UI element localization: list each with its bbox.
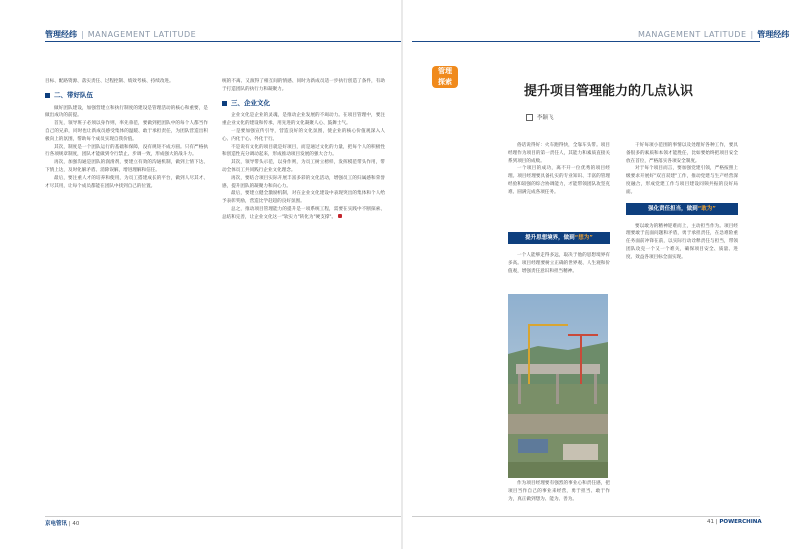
paragraph: 干好每项小范围的事情以及处理好各种工作，要具备很多的素质和本领才能胜任，比如要始终把项目安全放在首位，严格落实各项安全制度。: [626, 143, 738, 164]
paragraph: 其次，领导带头示范，以身作则，为员工树立榜样，发挥模范带头作用，带动全体员工共同践行企业文化理念。: [222, 160, 385, 173]
paragraph: 一是要加强宣传引导，营造良好的文化氛围，使企业的核心价值观深入人心、内化于心、外化于行。: [222, 128, 385, 142]
left-header-rule: [45, 41, 401, 42]
right-column-3-bottom: [508, 480, 610, 514]
article-title: 提升项目管理能力的几点认识: [524, 84, 694, 99]
article-category-tag: 管理 探索: [432, 66, 458, 88]
article-author: 李颖飞: [526, 113, 554, 121]
paragraph: 再次，要结合项目实际开展丰富多彩的文化活动，增强员工的归属感和荣誉感，提升团队的凝聚力和向心力。: [222, 175, 385, 189]
paragraph: 作为项目经理要有强烈的事业心和责任感，把项目当作自己的事业来经营，勇于担当、敢于作为，真正做到想为、能为、善为。: [508, 481, 610, 502]
col1-top-text: 目标、配路资源、落实责任、过程控制、绩效考核、持续改进。: [45, 79, 174, 84]
right-footer-brand: POWERCHINA: [719, 519, 762, 525]
subheading-banner-2: 强化责任担当，做到“敢为”: [626, 203, 738, 215]
left-section-sub: MANAGEMENT LATITUDE: [87, 30, 197, 39]
right-section-sub: MANAGEMENT LATITUDE: [638, 30, 747, 39]
paragraph: 最后，要注重人才的培养和使用，为员工搭建成长的平台，做到人尽其才、才尽其用，让每个成员都能在团队中找到自己的位置。: [45, 175, 208, 189]
right-running-header: MANAGEMENT LATITUDE | 管理经纬: [638, 30, 790, 39]
section-square-icon: [45, 93, 50, 98]
paragraph: 总之，推动项目管理能力的提升是一项系统工程，需要在实践中不断探索、总结和完善，让企业文化这一"软实力"转化为"硬支撑"。: [222, 206, 385, 220]
left-footer: 京电管讯 | 40: [45, 521, 80, 527]
paragraph: 不是说有文化的项目就是好项目，而是通过文化的力量，把每个人的积极性和创造性充分调动起来，形成推动项目发展的强大合力。: [222, 144, 385, 158]
left-running-header: 管理经纬 | MANAGEMENT LATITUDE: [45, 30, 197, 39]
left-column-1: [45, 78, 208, 510]
construction-site-photo: [508, 294, 608, 478]
paragraph: 要以敢为的精神迎难而上，主动担当作为。项目经理要敢于直面问题和矛盾，勇于承担责任，在急难险重任务面前冲锋在前，以实际行动诠释责任与担当，带领团队攻克一个又一个难关，确保项目安全、质量、进度、效益各项目标全面实现。: [626, 223, 738, 260]
right-column-4: [626, 142, 738, 512]
section-heading-culture: 三、企业文化: [222, 100, 385, 108]
paragraph: 企业文化是企业的灵魂，是推动企业发展的不竭动力。在项目管理中，要注重企业文化的建设和传承，用先进的文化凝聚人心、鼓舞士气。: [222, 113, 385, 127]
col2-top-text: 统的不离、又演得了相互间的情感、同时为新成员适一步执行创造了条件，有助于打造团队的执行力和凝聚力。: [222, 79, 385, 92]
paragraph: 一个人能够走得多远，取决于他的思想境界有多高。项目经理要树立正确的世界观、人生观和价值观，增强责任意识和担当精神。: [508, 253, 610, 274]
left-footer-brand: 京电管讯: [45, 521, 68, 527]
paragraph: 其次，制度是一个团队运行的基础和保障，没有规矩不成方圆。只有严格执行各项规章制度，团队才能做到令行禁止、步调一致，形成强大的战斗力。: [45, 144, 208, 158]
section-heading-team: 二、带好队伍: [45, 92, 208, 100]
right-page-number: 41: [707, 519, 714, 525]
author-box-icon: [526, 114, 533, 121]
paragraph: 俗话说得好：火车跑得快，全靠车头带。项目经理作为项目的第一责任人，其能力和素质直接关系到项目的成败。: [508, 143, 610, 164]
left-footer-rule: [45, 516, 401, 517]
right-footer: 41 | POWERCHINA: [707, 519, 762, 525]
left-section-name: 管理经纬: [45, 30, 77, 39]
subheading-banner-1: 提升思想境界，做到“想为”: [508, 232, 610, 244]
paragraph: 一个项目的成功，离不开一位优秀的项目经理。项目经理要具备扎实的专业知识、丰富的管理经验和较强的综合协调能力，才能带领团队攻坚克难、圆满完成各项任务。: [508, 166, 610, 195]
end-mark-icon: [338, 214, 342, 218]
paragraph: 最后，要建立健全激励机制，对在企业文化建设中表现突出的集体和个人给予表彰奖励，营造比学赶超的良好氛围。: [222, 191, 385, 205]
right-footer-rule: [412, 516, 760, 517]
paragraph: 对于每个项目而言，要加强党建引领，严格按照上级要求开展好"双百双建"工作，推动党建与生产经营深度融合，形成党建工作与项目建设同频共振的良好局面。: [626, 166, 738, 195]
left-column-2: [222, 78, 385, 510]
right-header-rule: [412, 41, 760, 42]
section-square-icon: [222, 101, 227, 106]
left-page-number: 40: [72, 521, 80, 527]
right-section-name: 管理经纬: [757, 30, 790, 39]
paragraph: 做好团队建设，加强营建立和执行制度的建设是管理活动的核心和重要，是做出成功的前提。: [45, 105, 208, 119]
paragraph: 再次，加强沟通是团队的润滑剂，要建立有效的沟通机制，做到上情下达、下情上达，及时化解矛盾、消除误解，增进理解和信任。: [45, 160, 208, 173]
page-spine: [401, 0, 403, 549]
paragraph: 首先，领导班子必须以身作则，率先垂范，要做到把团队中的每个人都当作自己的兄弟，同时也让新成员感受集体的温暖、敢于承担责任，为团队营造出积极向上的氛围，帮助每个成员实现自我价值。: [45, 121, 208, 142]
right-column-3-mid: [508, 226, 610, 275]
